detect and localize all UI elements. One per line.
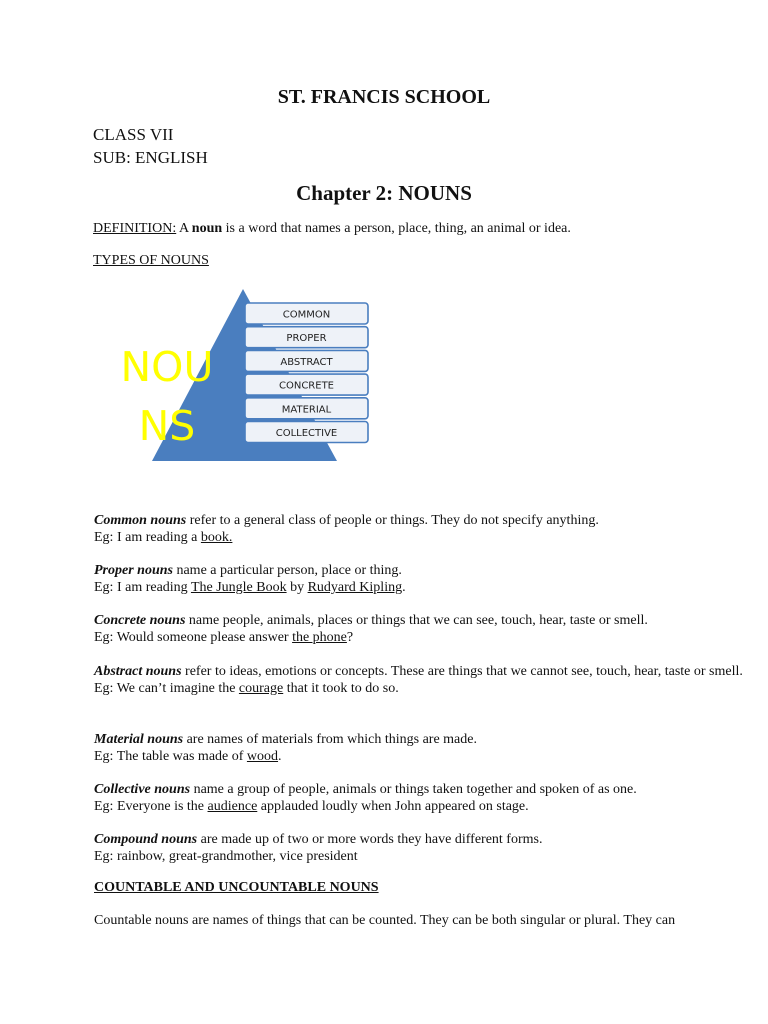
proper-eg-mid: by xyxy=(286,580,308,595)
subject-label: SUB: ENGLISH xyxy=(93,148,208,167)
material-eg-post: . xyxy=(278,749,282,764)
abstract-nouns-section xyxy=(94,663,744,697)
noun-type-label-abstract: ABSTRACT xyxy=(280,356,333,368)
chapter-title: Chapter 2: NOUNS xyxy=(296,181,472,205)
proper-nouns-term: Proper nouns xyxy=(94,563,173,578)
abstract-eg-underlined: courage xyxy=(238,681,284,696)
abstract-nouns-desc: refer to ideas, emotions or concepts. These are things that we cannot see, touch, hear, taste or smell. xyxy=(181,664,743,679)
common-eg-pre: Eg: I am reading a xyxy=(94,530,201,545)
collective-nouns-desc: name a group of people, animals or things taken together and spoken of as one. xyxy=(190,782,637,797)
collective-nouns-section xyxy=(94,781,744,815)
nouns-diagram xyxy=(110,284,380,469)
definition-term: noun xyxy=(191,221,223,236)
noun-type-label-collective: COLLECTIVE xyxy=(275,428,338,439)
pyramid-svg xyxy=(110,284,380,469)
noun-type-label-material: MATERIAL xyxy=(281,404,332,416)
concrete-nouns-section xyxy=(94,612,744,646)
compound-nouns-section xyxy=(94,831,744,865)
concrete-eg-pre: Eg: Would someone please answer xyxy=(94,630,293,645)
compound-eg: Eg: rainbow, great-grandmother, vice president xyxy=(94,849,358,864)
collective-eg-post: applauded loudly when John appeared on stage. xyxy=(257,799,529,814)
proper-eg-author: Rudyard Kipling xyxy=(307,580,403,595)
nouns-word-line2: NS xyxy=(138,402,196,450)
noun-type-label-concrete: CONCRETE xyxy=(278,380,335,392)
material-nouns-term: Material nouns xyxy=(94,732,184,747)
collective-nouns-term: Collective nouns xyxy=(94,782,191,797)
abstract-eg-post: that it took to do so. xyxy=(283,681,399,696)
proper-eg-post: . xyxy=(402,580,406,595)
definition-text: is a word that names a person, place, thing, an animal or idea. xyxy=(222,221,571,236)
material-nouns-section xyxy=(94,731,744,765)
abstract-eg-pre: Eg: We can’t imagine the xyxy=(94,681,239,696)
noun-type-label-common: COMMON xyxy=(282,309,331,321)
noun-type-label-proper: PROPER xyxy=(286,333,327,345)
proper-nouns-desc: name a particular person, place or thing. xyxy=(172,563,402,578)
common-nouns-section xyxy=(94,512,744,546)
concrete-nouns-term: Concrete nouns xyxy=(94,613,186,628)
concrete-eg-underlined: the phone xyxy=(292,630,347,645)
definition-paragraph xyxy=(93,221,571,237)
concrete-eg-post: ? xyxy=(346,630,354,645)
countable-heading: COUNTABLE AND UNCOUNTABLE NOUNS xyxy=(94,880,379,895)
compound-nouns-term: Compound nouns xyxy=(94,832,198,847)
proper-eg-pre: Eg: I am reading xyxy=(94,580,191,595)
definition-label: DEFINITION: xyxy=(93,221,177,236)
common-eg-underlined: book. xyxy=(200,530,233,545)
concrete-nouns-desc: name people, animals, places or things that we can see, touch, hear, taste or smell. xyxy=(185,613,648,628)
material-nouns-desc: are names of materials from which things are made. xyxy=(183,732,477,747)
common-nouns-desc: refer to a general class of people or things. They do not specify anything. xyxy=(186,513,599,528)
material-eg-pre: Eg: The table was made of xyxy=(94,749,247,764)
class-label: CLASS VII xyxy=(93,125,174,144)
compound-nouns-desc: are made up of two or more words they have different forms. xyxy=(197,832,543,847)
countable-paragraph: Countable nouns are names of things that can be counted. They can be both singular or plural. They can xyxy=(94,913,676,928)
common-nouns-term: Common nouns xyxy=(94,513,187,528)
proper-nouns-section xyxy=(94,562,744,596)
school-name: ST. FRANCIS SCHOOL xyxy=(277,86,491,108)
material-eg-underlined: wood xyxy=(246,749,279,764)
definition-pre: A xyxy=(176,221,192,236)
proper-eg-book: The Jungle Book xyxy=(190,580,287,595)
types-heading: TYPES OF NOUNS xyxy=(93,253,209,268)
collective-eg-pre: Eg: Everyone is the xyxy=(94,799,208,814)
nouns-word-line1: NOU xyxy=(120,343,214,391)
abstract-nouns-term: Abstract nouns xyxy=(94,664,182,679)
collective-eg-underlined: audience xyxy=(207,799,258,814)
